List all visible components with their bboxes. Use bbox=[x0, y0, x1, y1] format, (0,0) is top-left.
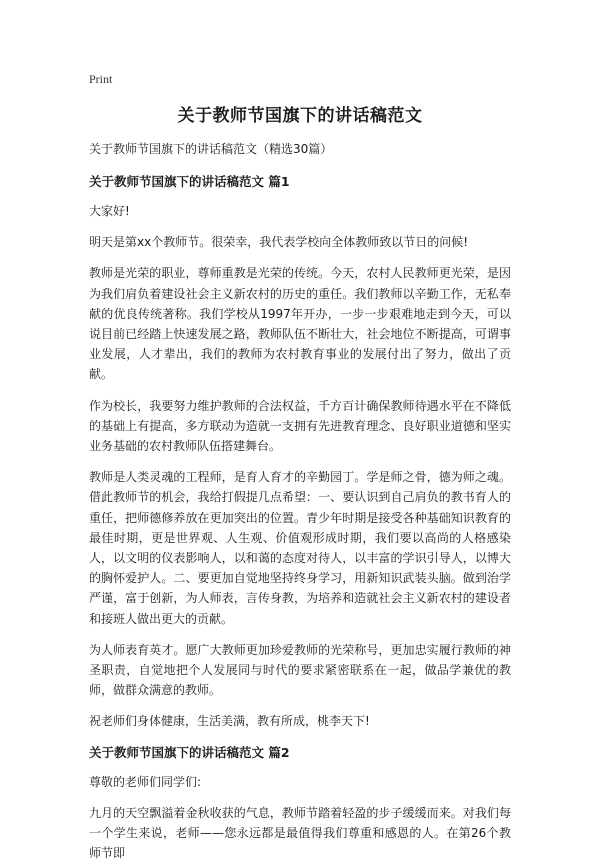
paragraph: 作为校长，我要努力维护教师的合法权益，千方百计确保教师待遇水平在不降低的基础上有提高，多方联动为造就一支拥有先进教育理念、良好职业道德和坚实业务基础的农村教师队伍搭建舞台。 bbox=[89, 398, 511, 454]
section-2 bbox=[89, 743, 511, 863]
paragraph: 为人师表育英才。愿广大教师更加珍爱教师的光荣称号，更加忠实履行教师的神圣职责，自觉地把个人发展同与时代的要求紧密联系在一起，做品学兼优的教师，做群众满意的教师。 bbox=[89, 642, 511, 698]
print-label[interactable]: Print bbox=[89, 72, 113, 86]
paragraph: 祝老师们身体健康，生活美满，教有所成，桃李天下! bbox=[89, 714, 370, 729]
paragraph: 教师是人类灵魂的工程师，是育人育才的辛勤园丁。学是师之骨，德为师之魂。借此教师节的机会，我给打假提几点希望：一、要认识到自己肩负的教书育人的重任，把师德修养放在更加突出的位置。青少年时期是接受各种基础知识教育的最佳时期，更是世界观、人生观、价值观形成时期，我们要以高尚的人格感染人，以文明的仪表影响人，以和蔼的态度对待人，以丰富的学识引导人，以博大的胸怀爱护人。二、要更加自觉地坚持终身学习，用新知识武装头脑。做到治学严谨，富于创新，为人师表，言传身教，为培养和造就社会主义新农村的建设者和接班人做出更大的贡献。 bbox=[89, 470, 511, 626]
paragraph: 尊敬的老师们同学们: bbox=[89, 774, 202, 789]
paragraph: 教师是光荣的职业，尊师重教是光荣的传统。今天，农村人民教师更光荣，是因为我们肩负着建设社会主义新农村的历史的重任。我们教师以辛勤工作，无私奉献的优良传统著称。我们学校从1997年开办，一步一步艰难地走到今天，可以说目前已经踏上快速发展之路，教师队伍不断壮大，社会地位不断提高，可谓事业发展，人才辈出，我们的教师为农村教育事业的发展付出了努力，做出了贡献。 bbox=[89, 266, 511, 382]
document-title: 关于教师节国旗下的讲话稿范文 bbox=[177, 106, 423, 126]
paragraph: 明天是第xx个教师节。很荣幸，我代表学校向全体教师致以节日的问候! bbox=[89, 235, 469, 250]
section-heading: 关于教师节国旗下的讲话稿范文 篇1 bbox=[89, 174, 290, 189]
paragraph: 大家好! bbox=[89, 204, 130, 218]
document-subtitle: 关于教师节国旗下的讲话稿范文（精选30篇） bbox=[89, 142, 333, 156]
section-1 bbox=[89, 172, 511, 732]
section-heading: 关于教师节国旗下的讲话稿范文 篇2 bbox=[89, 744, 290, 760]
paragraph: 九月的天空飘溢着金秋收获的气息，教师节踏着轻盈的步子缓缓而来。对我们每一个学生来说，老师——您永远都是最值得我们尊重和感恩的人。在第26个教师节即 bbox=[89, 805, 511, 861]
